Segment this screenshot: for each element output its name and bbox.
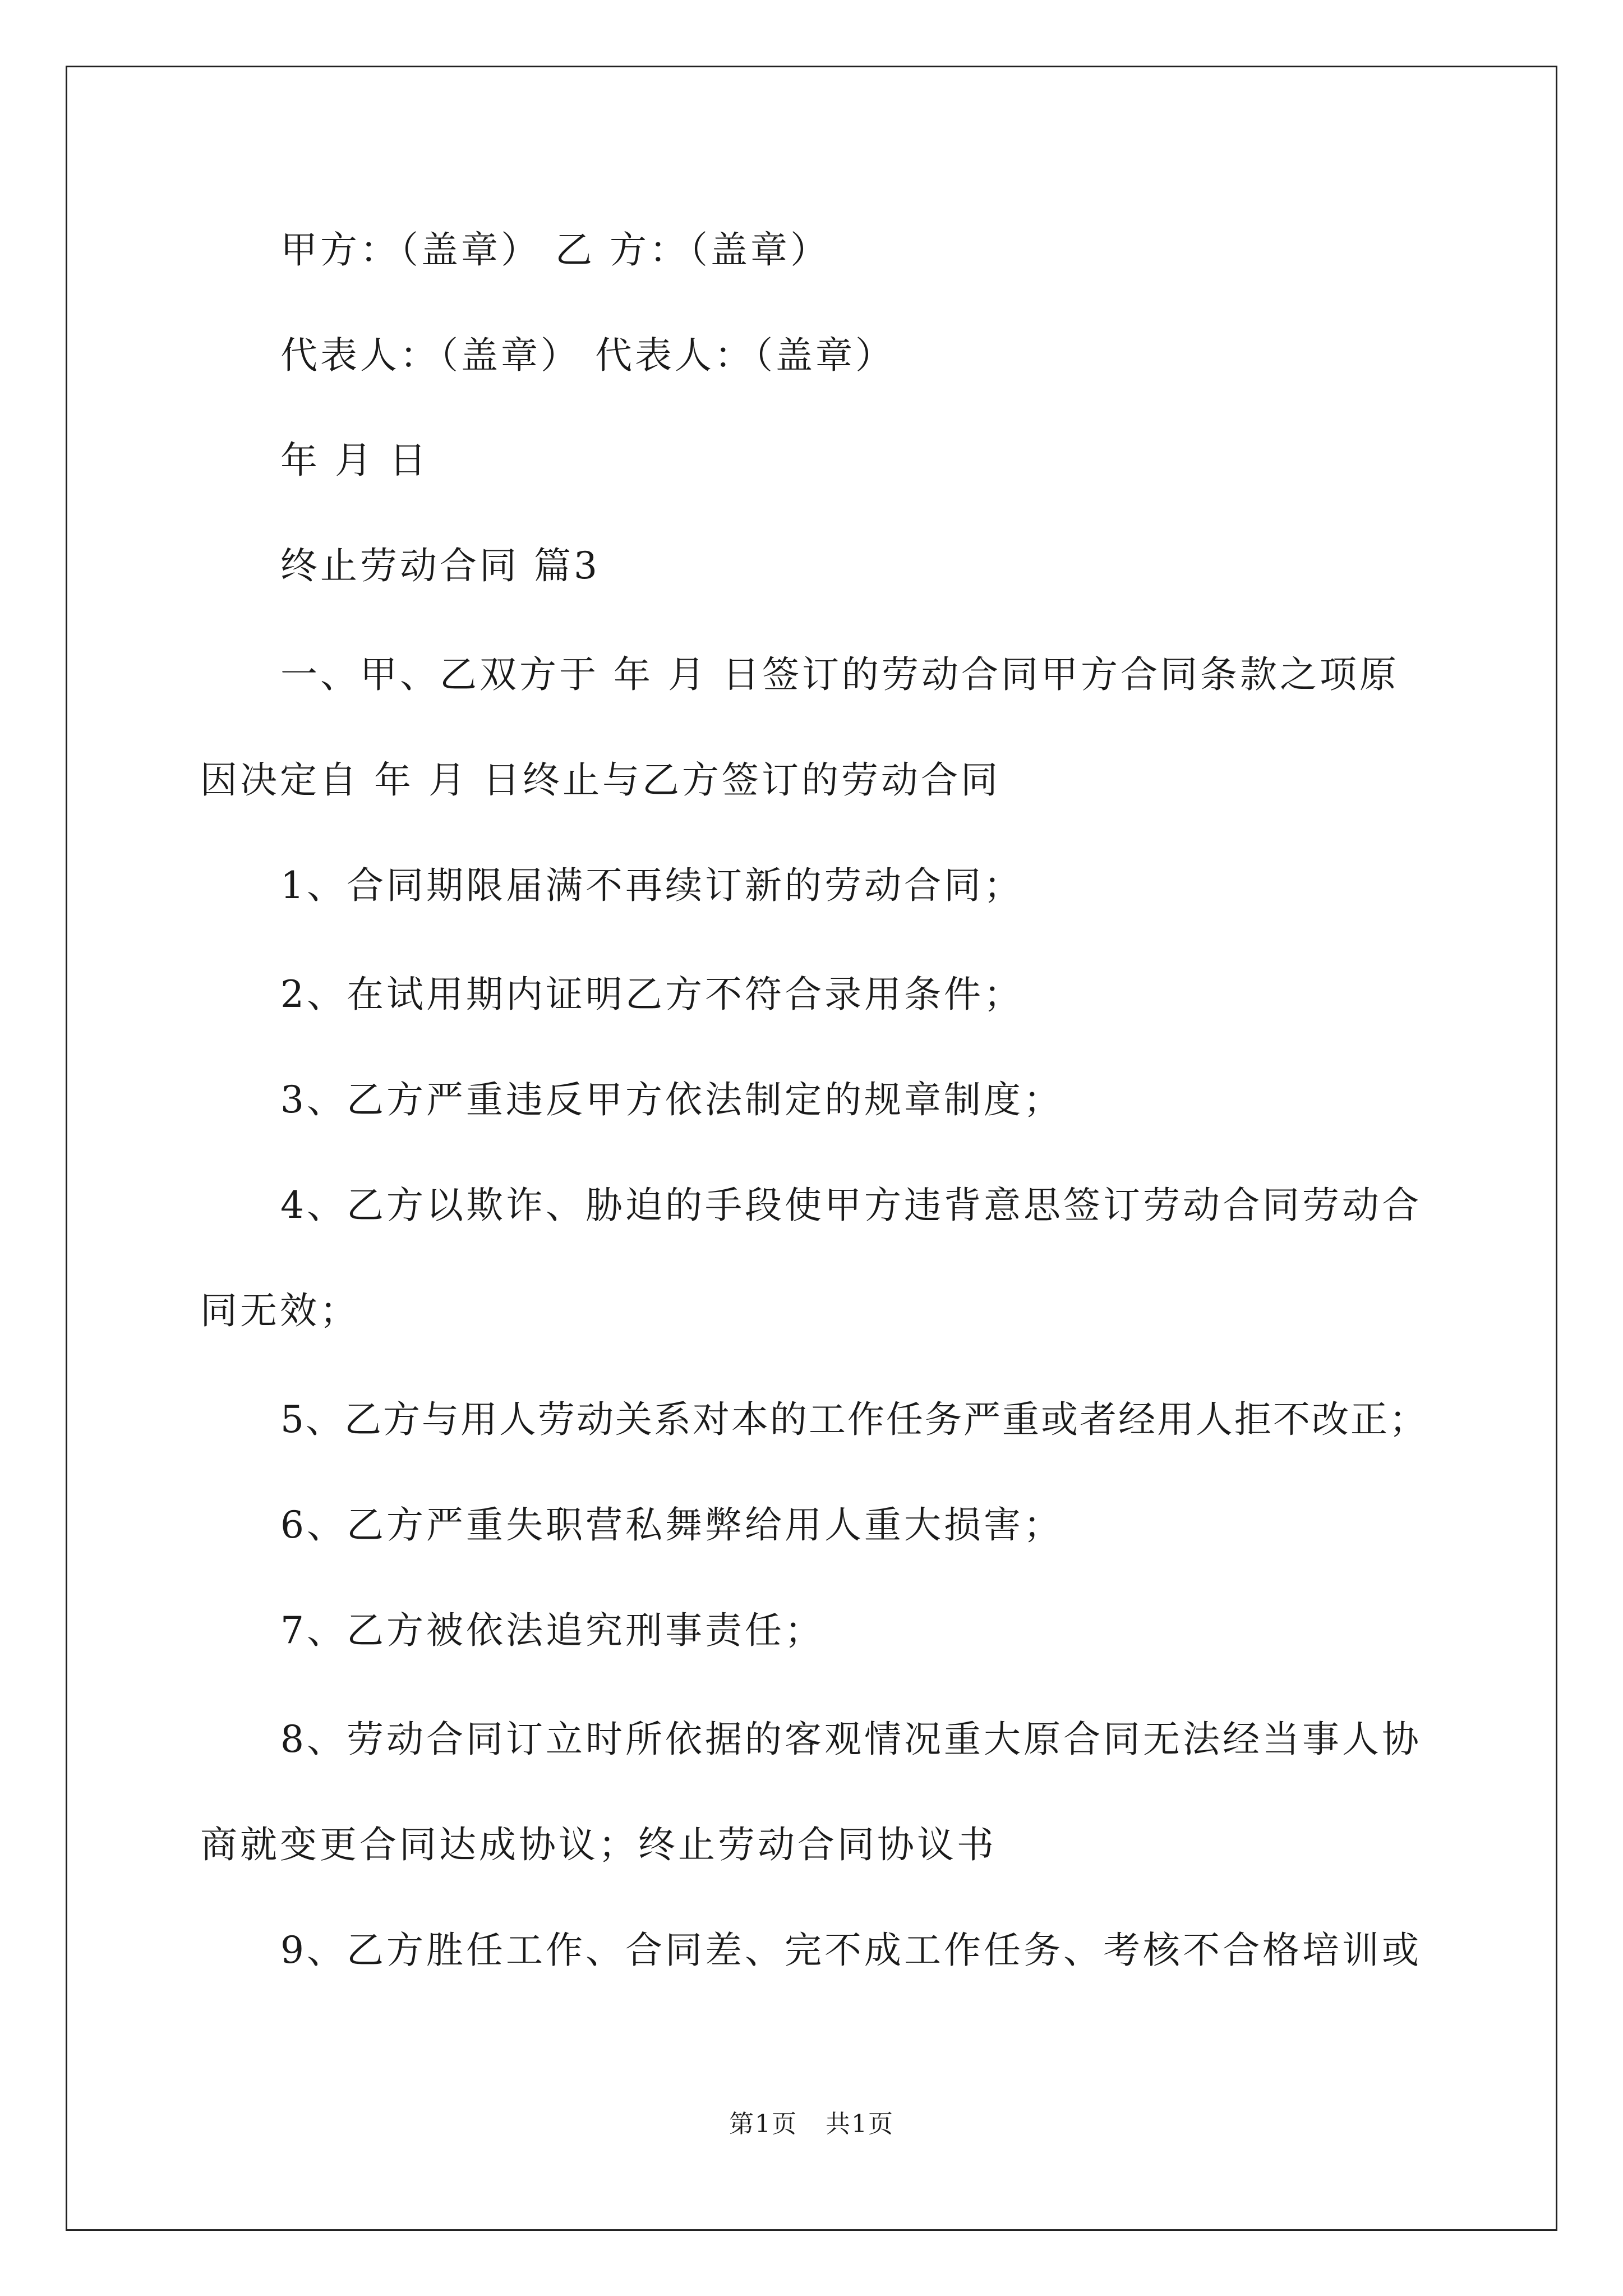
page-footer bbox=[0, 2112, 1623, 2137]
list-item-continuation: 同无效； bbox=[200, 1289, 359, 1332]
list-item: 8、劳动合同订立时所依据的客观情况重大原合同无法经当事人协 bbox=[280, 1718, 1422, 1761]
list-item: 5、乙方与用人劳动关系对本的工作任务严重或者经用人拒不改正； bbox=[280, 1398, 1428, 1441]
signature-line-party: 甲方：（盖章） 乙 方：（盖章） bbox=[280, 228, 830, 272]
page-border bbox=[66, 66, 1557, 2231]
list-item: 4、乙方以欺诈、胁迫的手段使甲方违背意思签订劳动合同劳动合 bbox=[280, 1184, 1422, 1227]
page-number: 第1页 bbox=[729, 2110, 797, 2138]
list-item: 2、在试用期内证明乙方不符合录用条件； bbox=[280, 973, 1023, 1016]
page-total: 共1页 bbox=[826, 2110, 894, 2138]
section-heading: 终止劳动合同 篇3 bbox=[280, 544, 600, 587]
paragraph-line: 因决定自 年 月 日终止与乙方签订的劳动合同 bbox=[200, 758, 1000, 802]
list-item-continuation: 商就变更合同达成协议；终止劳动合同协议书 bbox=[200, 1823, 997, 1866]
paragraph-line: 一、甲、乙双方于 年 月 日签订的劳动合同甲方合同条款之项原 bbox=[280, 653, 1399, 696]
list-item: 7、乙方被依法追究刑事责任； bbox=[280, 1609, 824, 1652]
list-item: 1、合同期限届满不再续订新的劳动合同； bbox=[280, 864, 1023, 907]
date-line: 年 月 日 bbox=[280, 439, 429, 482]
list-item: 6、乙方严重失职营私舞弊给用人重大损害； bbox=[280, 1503, 1063, 1547]
list-item: 9、乙方胜任工作、合同差、完不成工作任务、考核不合格培训或 bbox=[280, 1929, 1422, 1972]
list-item: 3、乙方严重违反甲方依法制定的规章制度； bbox=[280, 1078, 1063, 1121]
signature-line-representative: 代表人：（盖章） 代表人：（盖章） bbox=[280, 334, 895, 377]
